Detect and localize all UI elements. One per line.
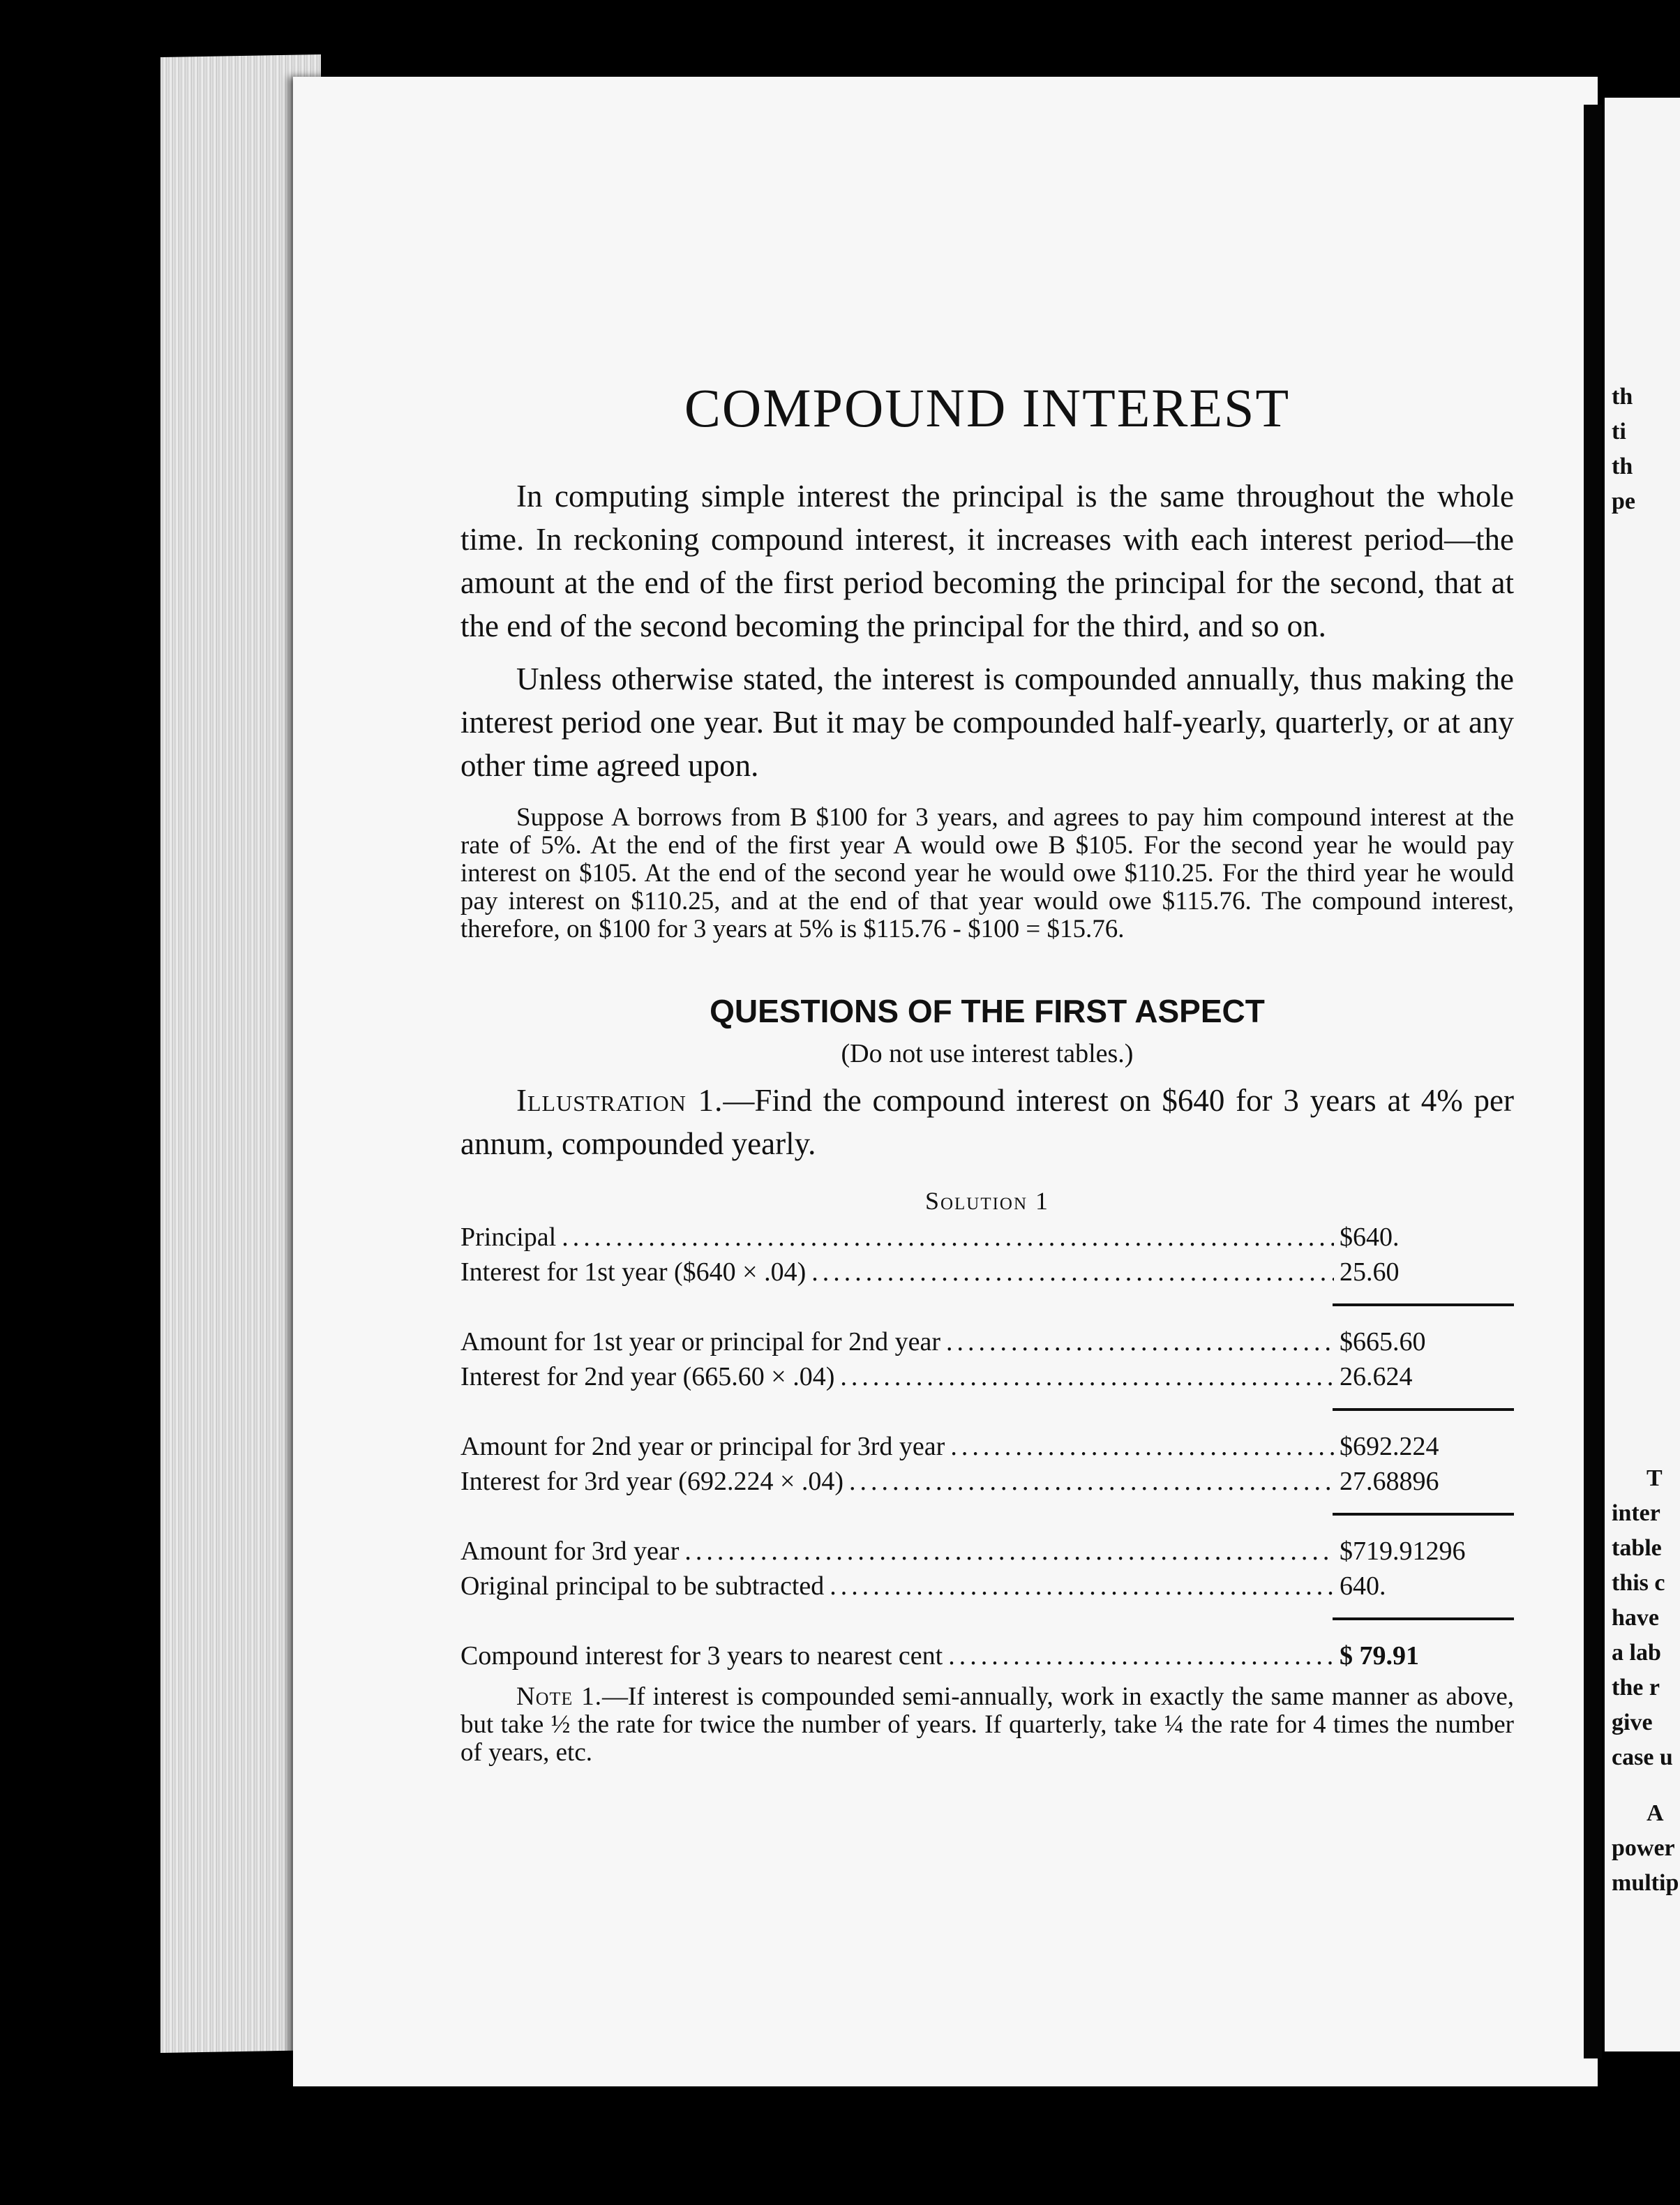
solution-row-label: Interest for 1st year ($640 × .04) xyxy=(460,1257,807,1287)
worked-example-paragraph: Suppose A borrows from B $100 for 3 years, and agrees to pay him compound interest at the rate of 5%. At the end of the first year A would owe B $105. For the second year he would pay interest on $105. At the end of the second year he would owe $110.25. For the third year he would pay interest on $110.25, and at the end of that year would owe $115.76. The compound interest, therefore, on $100 for 3 years at 5% is $115.76 - $100 = $15.76. xyxy=(460,803,1514,943)
dot-leader xyxy=(684,1534,1334,1569)
illustration-paragraph xyxy=(460,1079,1514,1165)
fragment-text: pe xyxy=(1612,488,1635,514)
solution-row-value: 26.624 xyxy=(1340,1362,1413,1391)
solution-row-value: $719.91296 xyxy=(1340,1537,1466,1566)
fragment-text: this c xyxy=(1612,1570,1665,1596)
illustration-text: —Find the compound interest on $640 for 3 years at 4% per annum, compounded yearly. xyxy=(460,1083,1514,1161)
solution-row xyxy=(460,1569,1514,1604)
fragment-text: inter xyxy=(1612,1500,1660,1526)
fragment-text: a lab xyxy=(1612,1640,1661,1666)
solution-row xyxy=(460,1464,1514,1499)
solution-row-value: 25.60 xyxy=(1340,1257,1400,1287)
dot-leader xyxy=(840,1359,1334,1394)
fragment-text: give xyxy=(1612,1710,1653,1735)
sum-rule xyxy=(1333,1513,1514,1516)
fragment-text: A xyxy=(1647,1800,1664,1826)
dot-leader xyxy=(562,1220,1334,1255)
solution-table xyxy=(460,1220,1514,1673)
solution-row-label: Interest for 2nd year (665.60 × .04) xyxy=(460,1362,835,1391)
intro-paragraph: Unless otherwise stated, the interest is compounded annually, thus making the interest period one year. But it may be compounded half-yearly, quarterly, or at any other time agreed upon. xyxy=(460,662,1514,783)
dot-leader xyxy=(849,1464,1334,1499)
dot-leader xyxy=(946,1324,1334,1359)
solution-row-value: 27.68896 xyxy=(1340,1467,1439,1496)
page-gutter xyxy=(1584,105,1602,2058)
solution-row-label: Amount for 1st year or principal for 2nd year xyxy=(460,1327,941,1356)
dot-leader xyxy=(950,1429,1334,1464)
solution-row-value: 640. xyxy=(1340,1571,1386,1601)
note-paragraph xyxy=(460,1683,1514,1767)
solution-row-label: Amount for 3rd year xyxy=(460,1537,680,1566)
section-note: (Do not use interest tables.) xyxy=(841,1039,1134,1068)
fragment-text: have xyxy=(1612,1605,1659,1631)
solution-row xyxy=(460,1220,1514,1255)
fragment-text: the r xyxy=(1612,1675,1660,1701)
solution-row-value: $692.224 xyxy=(1340,1432,1439,1461)
note-text: —If interest is compounded semi-annually, work in exactly the same manner as above, but take ½ the rate for twice the number of years. If quarterly, take ¼ the rate for 4 times the number of years, etc. xyxy=(460,1682,1514,1767)
page-content xyxy=(460,377,1514,1767)
solution-row-label: Amount for 2nd year or principal for 3rd year xyxy=(460,1432,945,1461)
solution-row-value: $640. xyxy=(1340,1223,1400,1252)
section-heading: QUESTIONS OF THE FIRST ASPECT xyxy=(710,993,1265,1029)
solution-row xyxy=(460,1255,1514,1290)
fragment-text: case u xyxy=(1612,1744,1673,1770)
dot-leader xyxy=(811,1255,1334,1290)
solution-row xyxy=(460,1534,1514,1569)
fragment-text: th xyxy=(1612,384,1633,410)
fragment-text: ti xyxy=(1612,419,1626,444)
solution-row xyxy=(460,1429,1514,1464)
note-label: Note 1. xyxy=(516,1682,603,1711)
solution-row xyxy=(460,1324,1514,1359)
solution-total-row xyxy=(460,1638,1514,1673)
fragment-text: th xyxy=(1612,454,1633,479)
solution-total-value: $ 79.91 xyxy=(1340,1641,1419,1670)
fragment-text: power xyxy=(1612,1835,1675,1861)
dot-leader xyxy=(830,1569,1334,1604)
solution-heading: Solution 1 xyxy=(924,1187,1050,1215)
adjacent-page-fragment xyxy=(1605,98,1680,2051)
fragment-text: multip xyxy=(1612,1870,1679,1896)
illustration-label: Illustration 1. xyxy=(516,1083,723,1118)
sum-rule xyxy=(1333,1408,1514,1411)
solution-row-label: Interest for 3rd year (692.224 × .04) xyxy=(460,1467,844,1496)
dot-leader xyxy=(948,1638,1334,1673)
fragment-text: table xyxy=(1612,1535,1662,1561)
sum-rule xyxy=(1333,1303,1514,1306)
sum-rule xyxy=(1333,1617,1514,1620)
solution-row-value: $665.60 xyxy=(1340,1327,1426,1356)
solution-row-label: Principal xyxy=(460,1223,557,1252)
fragment-text: T xyxy=(1647,1465,1663,1491)
intro-paragraph: In computing simple interest the principal is the same throughout the whole time. In reckoning compound interest, it increases with each interest period—the amount at the end of the first period becoming the principal for the second, that at the end of the second becoming the principal for the third, and so on. xyxy=(460,479,1514,643)
page-title: COMPOUND INTEREST xyxy=(684,378,1291,438)
solution-row-label: Original principal to be subtracted xyxy=(460,1571,825,1601)
solution-row xyxy=(460,1359,1514,1394)
solution-total-label: Compound interest for 3 years to nearest cent xyxy=(460,1641,943,1670)
